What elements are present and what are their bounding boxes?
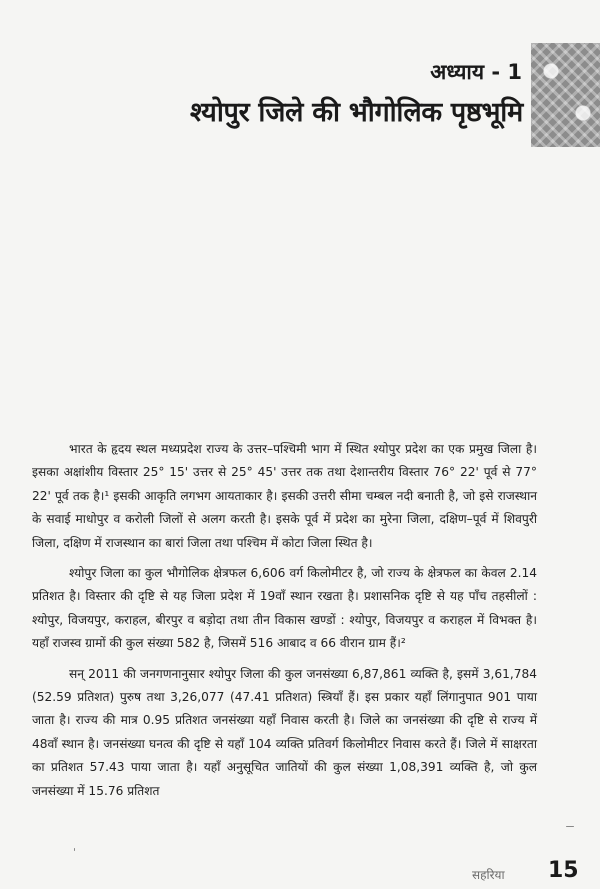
scan-speck	[74, 848, 75, 851]
page-number: 15	[548, 858, 579, 883]
body-text	[32, 438, 537, 803]
chapter-number: अध्याय - 1	[430, 60, 522, 84]
chapter-ornament	[531, 43, 600, 147]
paragraph-2: श्योपुर जिला का कुल भौगोलिक क्षेत्रफल 6,606 वर्ग किलोमीटर है, जो राज्य के क्षेत्रफल का केवल 2.14 प्रतिशत है। विस्तार की दृष्टि से यह जिला प्रदेश में 19वाँ स्थान रखता है। प्रशासनिक दृष्टि से यह पाँच तहसीलों : श्योपुर, विजयपुर, कराहल, बीरपुर व बड़ोदा तथा तीन विकास खण्डों : श्योपुर, विजयपुर व कराहल में विभक्त है। यहाँ राजस्व ग्रामों की कुल संख्या 582 है, जिसमें 516 आबाद व 66 वीरान ग्राम हैं।²	[32, 566, 537, 651]
scan-speck	[566, 826, 574, 827]
footer-label: सहरिया	[472, 868, 505, 882]
paragraph-3: सन् 2011 की जनगणनानुसार श्योपुर जिला की कुल जनसंख्या 6,87,861 व्यक्ति है, इसमें 3,61,784 (52.59 प्रतिशत) पुरुष तथा 3,26,077 (47.41 प्रतिशत) स्त्रियाँ हैं। इस प्रकार यहाँ लिंगानुपात 901 पाया जाता है। राज्य की मात्र 0.95 प्रतिशत जनसंख्या यहाँ निवास करती है। जिले का जनसंख्या की दृष्टि से राज्य में 48वाँ स्थान है। जनसंख्या घनत्व की दृष्टि से यहाँ 104 व्यक्ति प्रतिवर्ग किलोमीटर निवास करते हैं। जिले में साक्षरता का प्रतिशत 57.43 पाया जाता है। यहाँ अनुसूचित जातियों की कुल संख्या 1,08,391 व्यक्ति है, जो कुल जनसंख्या में 15.76 प्रतिशत	[32, 666, 537, 798]
paragraph-1: भारत के हृदय स्थल मध्यप्रदेश राज्य के उत्तर–पश्चिमी भाग में स्थित श्योपुर प्रदेश का एक प्रमुख जिला है। इसका अक्षांशीय विस्तार 25° 15' उत्तर से 25° 45' उत्तर तक तथा देशान्तरीय विस्तार 76° 22' पूर्व से 77° 22' पूर्व तक है।¹ इसकी आकृति लगभग आयताकार है। इसकी उत्तरी सीमा चम्बल नदी बनाती है, जो इसे राजस्थान के सवाई माधोपुर व करोली जिलों से अलग करती है। इसके पूर्व में प्रदेश का मुरेना जिला, दक्षिण–पूर्व में शिवपुरी जिला, दक्षिण में राजस्थान का बारां जिला तथा पश्चिम में कोटा जिला स्थित है।	[32, 442, 537, 550]
chapter-title: श्योपुर जिले की भौगोलिक पृष्ठभूमि	[190, 97, 524, 128]
